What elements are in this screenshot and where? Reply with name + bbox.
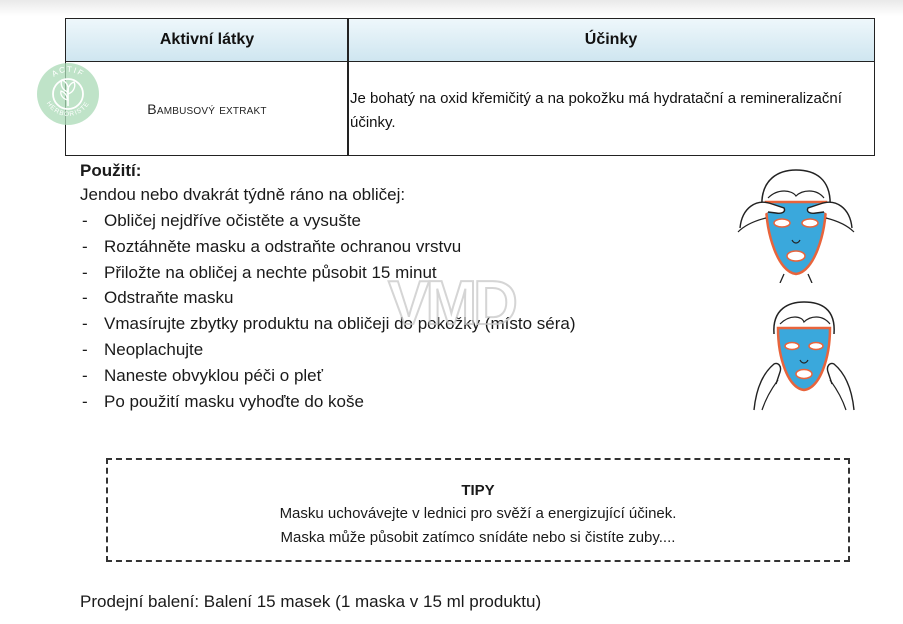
usage-step: - Roztáhněte masku a odstraňte ochranou vrstvu: [80, 234, 700, 260]
tips-title: TIPY: [461, 482, 495, 499]
ingredient-cell: Bambusový extrakt: [147, 100, 267, 117]
usage-step: - Neoplachujte: [80, 337, 700, 363]
vmd-watermark: [376, 262, 526, 352]
usage-title: Použití:: [80, 161, 142, 180]
usage-step: - Přiložte na obličej a nechte působit 15 minut: [80, 260, 700, 286]
effect-cell: Je bohatý na oxid křemičitý a na pokožku má hydratační a remineralizační účinky.: [350, 90, 842, 131]
logo-top-text: ACTIF: [50, 64, 86, 79]
watermark-text: VMD: [388, 269, 514, 338]
usage-step: - Po použití masku vyhoďte do koše: [80, 389, 700, 415]
usage-intro: Jendou nebo dvakrát týdně ráno na obličej:: [80, 185, 406, 204]
mask-massage-illustration: [748, 300, 860, 412]
package-info: Prodejní balení: Balení 15 masek (1 maska v 15 ml produktu): [80, 592, 542, 611]
tips-line: Maska může působit zatímco snídáte nebo si čistíte zuby....: [280, 529, 676, 546]
top-shade: [0, 0, 903, 16]
usage-step: - Vmasírujte zbytky produktu na obličeji do pokožky (místo séra): [80, 311, 700, 337]
usage-step: - Odstraňte masku: [80, 285, 700, 311]
header-active-ingredients: Aktivní látky: [159, 31, 255, 48]
ingredients-table: [65, 18, 875, 156]
table-header-row: [66, 19, 874, 62]
tips-box: [106, 458, 850, 562]
tips-line: Masku uchovávejte v lednici pro svěží a energizující účinek.: [279, 505, 677, 522]
usage-step: - Naneste obvyklou péči o pleť: [80, 363, 700, 389]
header-effects: Účinky: [584, 31, 638, 48]
mask-application-illustration: [732, 168, 860, 283]
actif-herboriste-logo: [36, 62, 100, 126]
usage-step: - Obličej nejdříve očistěte a vysušte: [80, 208, 700, 234]
logo-bottom-text: HERBORISTE: [44, 100, 92, 119]
